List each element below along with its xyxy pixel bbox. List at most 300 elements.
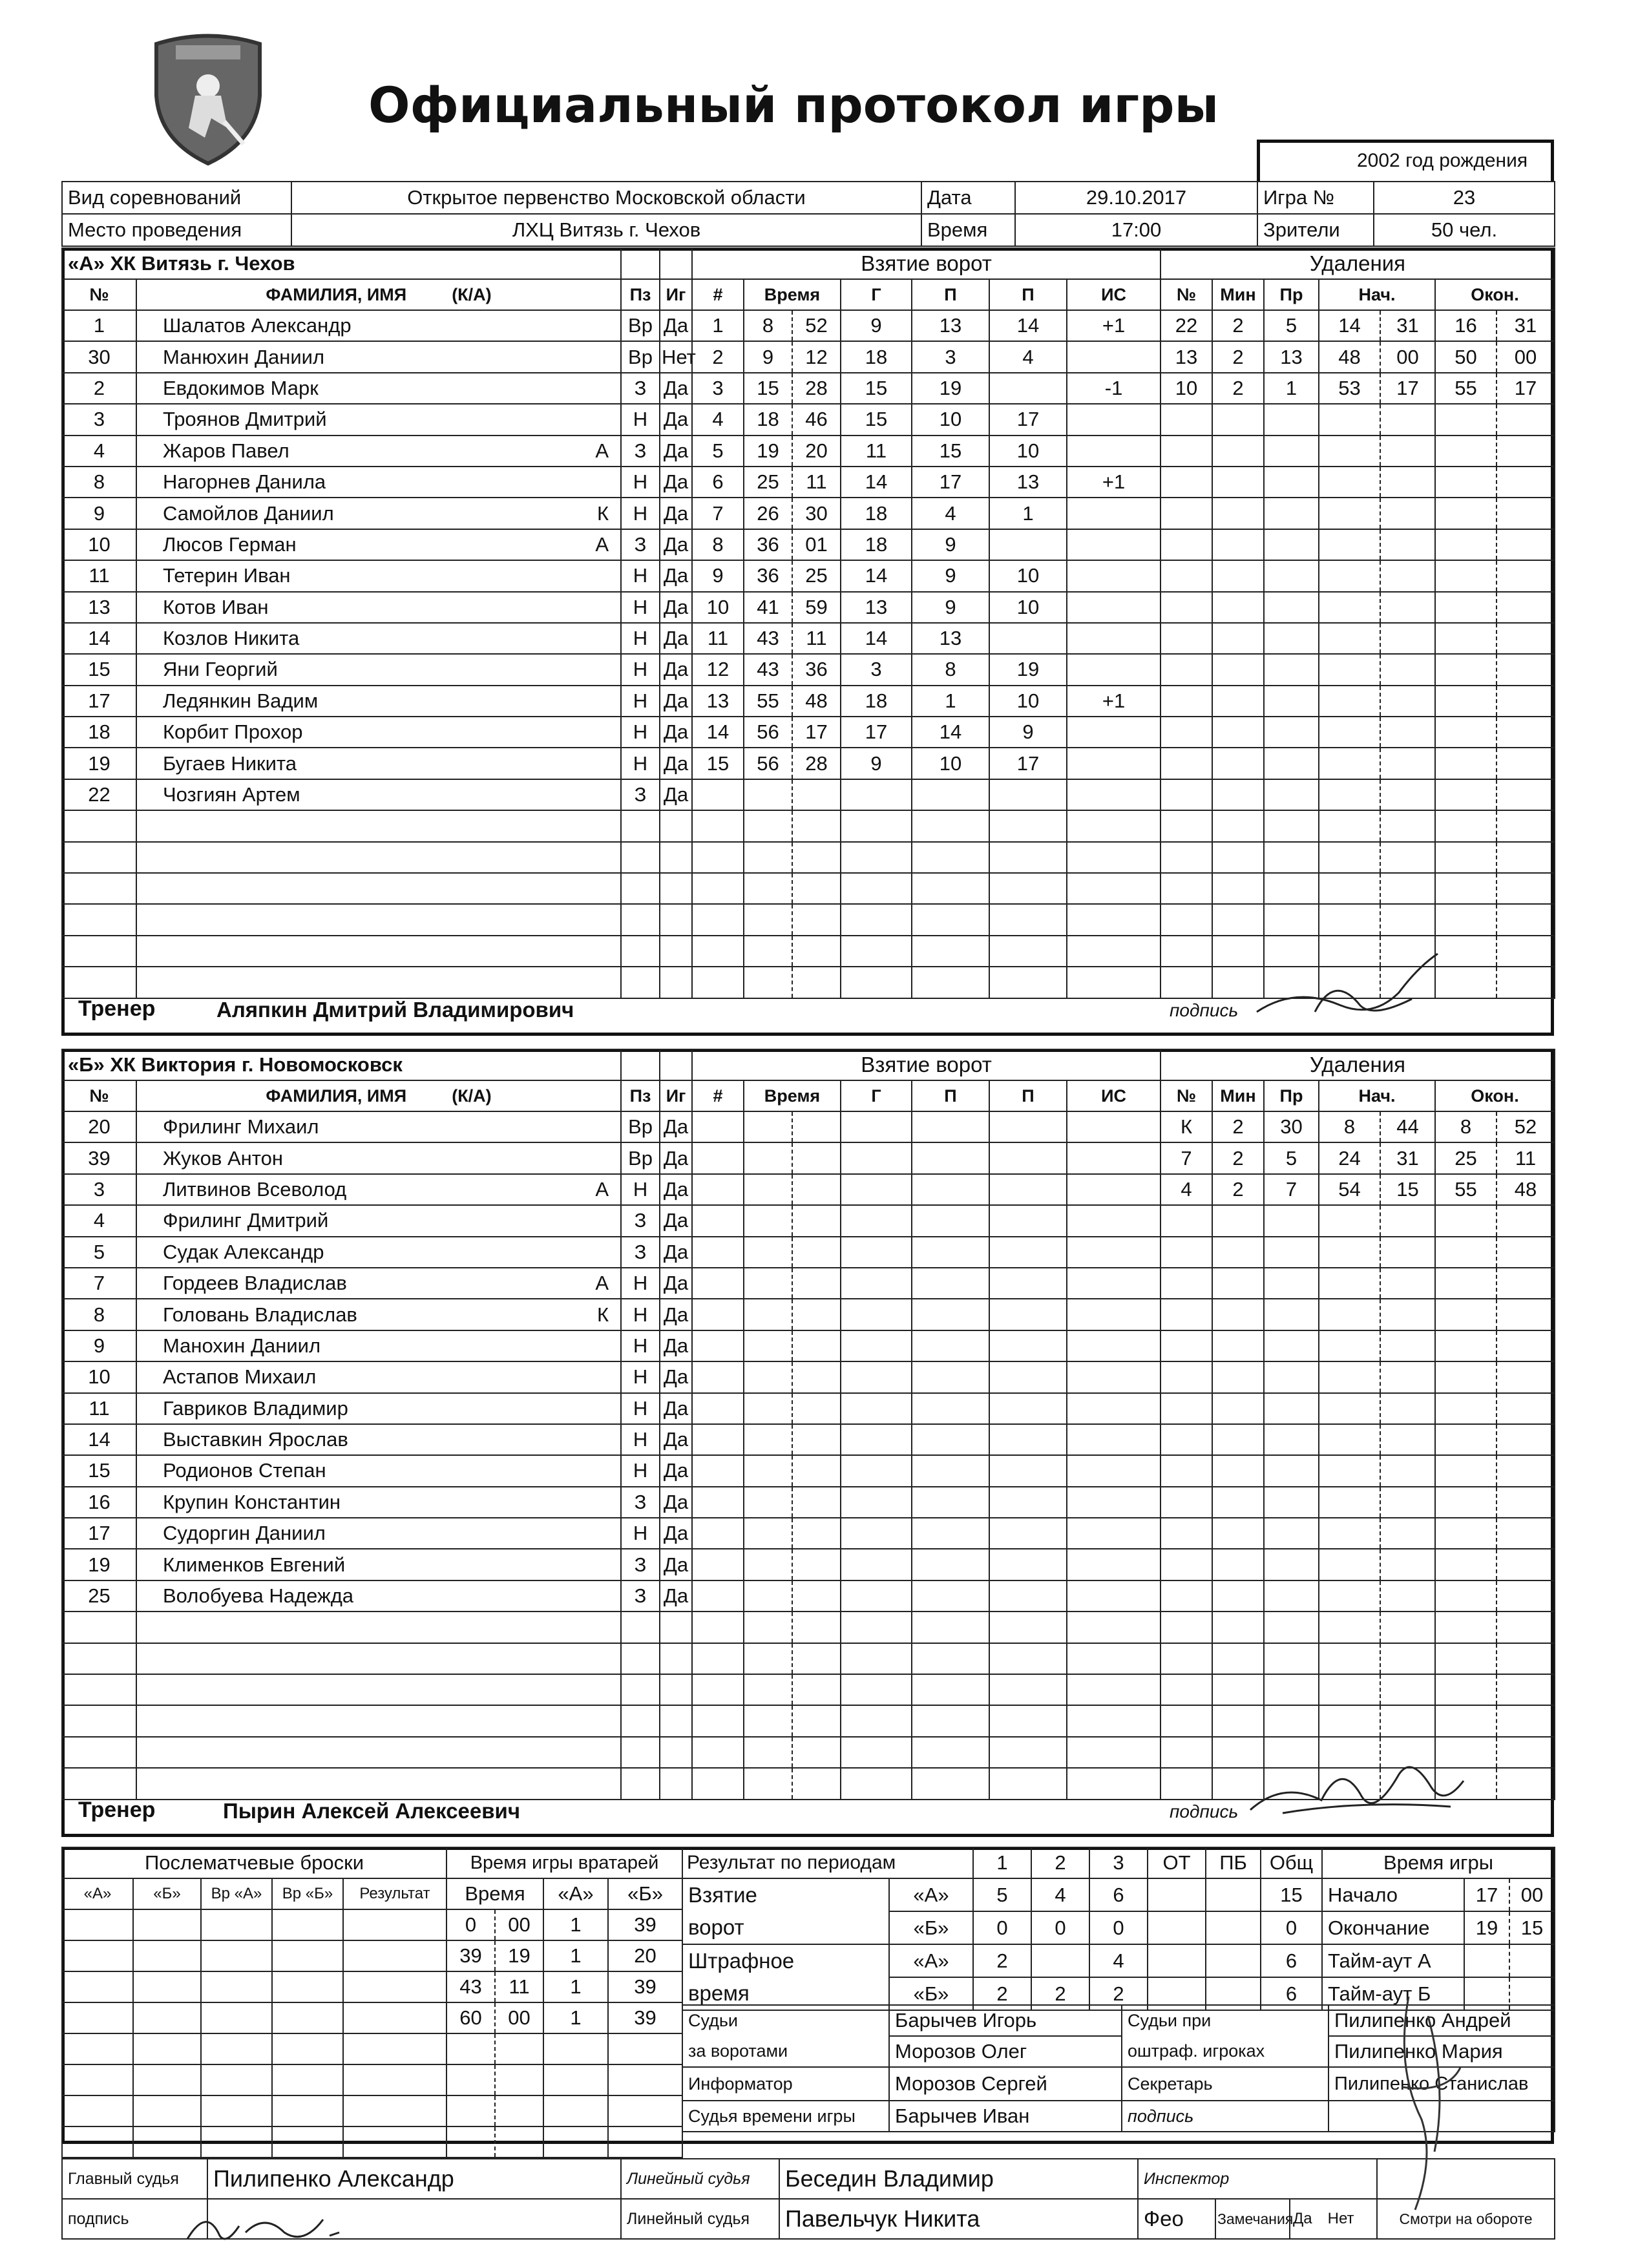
penalty-min: 2 bbox=[1212, 1174, 1264, 1205]
player-name: Жуков Антон bbox=[163, 1146, 284, 1170]
empty-cell bbox=[621, 1612, 660, 1643]
empty-cell bbox=[1161, 779, 1212, 810]
empty-cell bbox=[1497, 1237, 1555, 1268]
empty-cell bbox=[136, 904, 621, 935]
timekeeper-signature-label: подпись bbox=[1122, 2101, 1329, 2132]
shootout-row bbox=[62, 2033, 446, 2064]
period-row bbox=[682, 1944, 1322, 1977]
empty-cell bbox=[1497, 1330, 1555, 1361]
empty-cell bbox=[495, 2064, 543, 2095]
penalty-row bbox=[1161, 717, 1555, 748]
empty-cell bbox=[660, 1612, 692, 1643]
empty-cell bbox=[1380, 654, 1435, 685]
penalty-row bbox=[1161, 623, 1555, 654]
yes-label: Да bbox=[1293, 2210, 1312, 2227]
empty-cell bbox=[1435, 904, 1497, 935]
empty-cell bbox=[841, 842, 912, 873]
empty-cell bbox=[446, 2095, 495, 2126]
empty-cell bbox=[792, 810, 841, 841]
player-played: Да bbox=[660, 1580, 692, 1612]
penalty-pr: 13 bbox=[1264, 341, 1319, 372]
team-title: «А» ХК Витязь г. Чехов bbox=[62, 248, 621, 279]
empty-cell bbox=[692, 1487, 744, 1518]
empty-cell bbox=[1435, 404, 1497, 435]
empty-cell bbox=[1161, 592, 1212, 623]
player-position: Н bbox=[621, 1393, 660, 1424]
empty-cell bbox=[1319, 560, 1380, 591]
gk-s: 11 bbox=[495, 1971, 543, 2002]
empty-cell bbox=[1319, 717, 1380, 748]
goalie-time-row bbox=[446, 1971, 682, 2002]
empty-cell bbox=[272, 2064, 343, 2095]
empty-cell bbox=[792, 1174, 841, 1205]
goal-p1: 9 bbox=[912, 560, 989, 591]
empty-cell bbox=[1464, 1944, 1509, 1977]
player-played: Да bbox=[660, 1330, 692, 1361]
empty-cell bbox=[660, 873, 692, 904]
empty-cell bbox=[1264, 654, 1319, 685]
penalty-row bbox=[1161, 1643, 1555, 1674]
start-label: Начало bbox=[1322, 1878, 1464, 1911]
empty-cell bbox=[1319, 686, 1380, 717]
player-row bbox=[62, 748, 692, 779]
empty-cell bbox=[1264, 404, 1319, 435]
goal-is bbox=[1067, 748, 1161, 779]
empty-cell bbox=[1497, 810, 1555, 841]
player-name-cell bbox=[136, 1174, 621, 1205]
empty-cell bbox=[912, 1111, 989, 1142]
venue-value: ЛХЦ Витязь г. Чехов bbox=[291, 214, 921, 246]
period-row-label: время bbox=[682, 1977, 889, 2010]
goal-g: 9 bbox=[841, 310, 912, 341]
empty-cell bbox=[912, 1580, 989, 1612]
player-position: Н bbox=[621, 1424, 660, 1455]
col-pen-min: Мин bbox=[1212, 279, 1264, 310]
col-played: Иг bbox=[660, 1080, 692, 1111]
goal-row bbox=[692, 1361, 1161, 1392]
player-played: Да bbox=[660, 779, 692, 810]
col-goal-time: Время bbox=[744, 279, 841, 310]
linesman-1-name: Беседин Владимир bbox=[779, 2159, 1138, 2199]
player-row bbox=[62, 1580, 692, 1612]
empty-cell bbox=[201, 2033, 272, 2064]
empty-cell bbox=[1380, 1393, 1435, 1424]
empty-cell bbox=[1497, 1205, 1555, 1236]
goal-row bbox=[692, 1299, 1161, 1330]
empty-cell bbox=[1435, 623, 1497, 654]
empty-cell bbox=[744, 842, 792, 873]
player-played: Да bbox=[660, 467, 692, 498]
gk-s: 00 bbox=[495, 1909, 543, 1940]
period-row-label: ворот bbox=[682, 1911, 889, 1944]
goals-section-title: Взятие ворот bbox=[692, 1049, 1161, 1080]
empty-cell bbox=[989, 1549, 1067, 1580]
empty-cell bbox=[1264, 717, 1319, 748]
period-value: 4 bbox=[1031, 1878, 1089, 1911]
empty-cell bbox=[692, 936, 744, 967]
empty-cell bbox=[1497, 936, 1555, 967]
gk-a: 1 bbox=[543, 1909, 608, 1940]
empty-cell bbox=[1067, 1330, 1161, 1361]
player-played: Да bbox=[660, 1361, 692, 1392]
empty-cell bbox=[692, 1674, 744, 1705]
player-name: Головань Владислав bbox=[163, 1303, 357, 1326]
empty-cell bbox=[1161, 1612, 1212, 1643]
goal-row bbox=[692, 436, 1161, 467]
empty-cell bbox=[1380, 498, 1435, 529]
penalty-row bbox=[1161, 1393, 1555, 1424]
goal-judge-2: Морозов Олег bbox=[889, 2036, 1122, 2067]
empty-cell bbox=[1212, 1674, 1264, 1705]
empty-cell bbox=[1319, 779, 1380, 810]
player-name: Манохин Даниил bbox=[163, 1334, 321, 1357]
empty-cell bbox=[1067, 1424, 1161, 1455]
empty-cell bbox=[989, 779, 1067, 810]
goal-is bbox=[1067, 560, 1161, 591]
goal-row bbox=[692, 1705, 1161, 1736]
goal-n: 13 bbox=[692, 686, 744, 717]
player-number: 19 bbox=[62, 748, 136, 779]
col-goal-number: # bbox=[692, 1080, 744, 1111]
empty-cell bbox=[1435, 1705, 1497, 1736]
competition-value: Открытое первенство Московской области bbox=[291, 182, 921, 214]
col-pen-number: № bbox=[1161, 279, 1212, 310]
player-name-cell bbox=[136, 1205, 621, 1236]
empty-cell bbox=[446, 2033, 495, 2064]
captain-mark: К bbox=[596, 501, 609, 525]
empty-cell bbox=[1264, 1393, 1319, 1424]
empty-cell bbox=[660, 810, 692, 841]
goal-p2: 10 bbox=[989, 686, 1067, 717]
player-name-cell bbox=[136, 748, 621, 779]
empty-cell bbox=[792, 1361, 841, 1392]
game-time-table bbox=[1321, 1847, 1555, 2011]
empty-cell bbox=[692, 1299, 744, 1330]
player-name-cell bbox=[136, 623, 621, 654]
penalty-n: 22 bbox=[1161, 310, 1212, 341]
goal-n: 14 bbox=[692, 717, 744, 748]
gk-s: 00 bbox=[495, 2002, 543, 2033]
empty-cell bbox=[1435, 1612, 1497, 1643]
goal-row bbox=[692, 1111, 1161, 1142]
empty-cell bbox=[1435, 1643, 1497, 1674]
player-position: Вр bbox=[621, 1142, 660, 1173]
empty-cell bbox=[1319, 1237, 1380, 1268]
empty-cell bbox=[1319, 1705, 1380, 1736]
player-played: Да bbox=[660, 1393, 692, 1424]
coach-name: Аляпкин Дмитрий Владимирович bbox=[216, 997, 574, 1022]
empty-cell bbox=[1212, 686, 1264, 717]
player-name: Козлов Никита bbox=[163, 627, 300, 650]
col-goal-number: # bbox=[692, 279, 744, 310]
empty-cell bbox=[912, 1142, 989, 1173]
empty-cell bbox=[343, 2126, 446, 2158]
empty-cell bbox=[1212, 1643, 1264, 1674]
player-name: Волобуева Надежда bbox=[163, 1584, 354, 1608]
empty-cell bbox=[1497, 1612, 1555, 1643]
empty-cell bbox=[1319, 529, 1380, 560]
empty-cell bbox=[1067, 1487, 1161, 1518]
empty-cell bbox=[792, 1268, 841, 1299]
empty-cell bbox=[133, 2126, 201, 2158]
linesman-label-2: Линейный судья bbox=[621, 2199, 779, 2239]
empty-cell bbox=[1264, 873, 1319, 904]
goal-p2: 10 bbox=[989, 592, 1067, 623]
goal-row bbox=[692, 310, 1161, 341]
goal-row bbox=[692, 779, 1161, 810]
start-hours: 17 bbox=[1464, 1878, 1509, 1911]
empty-cell bbox=[792, 1330, 841, 1361]
empty-cell bbox=[1497, 686, 1555, 717]
penalties-section-title: Удаления bbox=[1161, 248, 1555, 279]
empty-cell bbox=[989, 904, 1067, 935]
empty-cell bbox=[1212, 904, 1264, 935]
player-row bbox=[62, 1455, 692, 1486]
empty-cell bbox=[62, 904, 136, 935]
empty-cell bbox=[1497, 1361, 1555, 1392]
empty-cell bbox=[1319, 654, 1380, 685]
player-played: Да bbox=[660, 1237, 692, 1268]
goal-row bbox=[692, 936, 1161, 967]
penbox-judge-2: Пилипенко Мария bbox=[1329, 2036, 1555, 2067]
goal-is bbox=[1067, 404, 1161, 435]
goal-p2 bbox=[989, 623, 1067, 654]
empty-cell bbox=[133, 1940, 201, 1971]
player-name: Гавриков Владимир bbox=[163, 1396, 348, 1420]
empty-cell bbox=[1380, 467, 1435, 498]
shootout-row bbox=[62, 1940, 446, 1971]
player-played: Да bbox=[660, 310, 692, 341]
goal-m: 9 bbox=[744, 341, 792, 372]
empty-cell bbox=[841, 1487, 912, 1518]
goal-n: 7 bbox=[692, 498, 744, 529]
empty-cell bbox=[1212, 592, 1264, 623]
period-value: 6 bbox=[1261, 1977, 1322, 2010]
empty-cell bbox=[792, 873, 841, 904]
empty-cell bbox=[692, 1580, 744, 1612]
player-name-cell bbox=[136, 1393, 621, 1424]
coach-name: Пырин Алексей Алексеевич bbox=[223, 1798, 520, 1823]
empty-cell bbox=[912, 1643, 989, 1674]
goals-table-b bbox=[691, 1049, 1161, 1800]
penalty-es: 31 bbox=[1497, 310, 1555, 341]
col-ka-label: (К/А) bbox=[452, 1086, 492, 1106]
empty-cell bbox=[1435, 717, 1497, 748]
empty-cell bbox=[1161, 1237, 1212, 1268]
empty-cell bbox=[133, 2095, 201, 2126]
empty-cell bbox=[136, 1674, 621, 1705]
penalty-pr: 30 bbox=[1264, 1111, 1319, 1142]
empty-cell bbox=[1497, 1705, 1555, 1736]
end-hours: 19 bbox=[1464, 1911, 1509, 1944]
goal-row bbox=[692, 498, 1161, 529]
empty-cell bbox=[201, 1909, 272, 1940]
goal-p1: 3 bbox=[912, 341, 989, 372]
empty-cell bbox=[1161, 404, 1212, 435]
player-played: Да bbox=[660, 592, 692, 623]
empty-cell bbox=[1435, 1424, 1497, 1455]
empty-cell bbox=[1264, 498, 1319, 529]
empty-cell bbox=[1161, 436, 1212, 467]
empty-cell bbox=[1435, 1268, 1497, 1299]
empty-cell bbox=[1380, 1612, 1435, 1643]
goal-n: 1 bbox=[692, 310, 744, 341]
empty-cell bbox=[1212, 467, 1264, 498]
player-number: 10 bbox=[62, 1361, 136, 1392]
col-pen-end: Окон. bbox=[1435, 1080, 1555, 1111]
player-row bbox=[62, 1330, 692, 1361]
goal-g: 15 bbox=[841, 373, 912, 404]
player-name: Судак Александр bbox=[163, 1240, 324, 1263]
team-title: «Б» ХК Виктория г. Новомосковск bbox=[62, 1049, 621, 1080]
empty-cell bbox=[1319, 1268, 1380, 1299]
goal-row bbox=[692, 1549, 1161, 1580]
player-played: Да bbox=[660, 1424, 692, 1455]
empty-cell bbox=[1212, 842, 1264, 873]
goal-is: +1 bbox=[1067, 467, 1161, 498]
player-played: Да bbox=[660, 1268, 692, 1299]
player-row bbox=[62, 373, 692, 404]
empty-cell bbox=[1067, 1580, 1161, 1612]
empty-cell bbox=[1319, 1455, 1380, 1486]
goal-row bbox=[692, 592, 1161, 623]
empty-cell bbox=[841, 1518, 912, 1549]
goal-p2: 17 bbox=[989, 404, 1067, 435]
empty-cell bbox=[1067, 1237, 1161, 1268]
player-name-cell bbox=[136, 1580, 621, 1612]
penalty-row bbox=[1161, 1549, 1555, 1580]
player-played: Да bbox=[660, 623, 692, 654]
empty-cell bbox=[841, 1612, 912, 1643]
empty-cell bbox=[744, 779, 792, 810]
empty-cell bbox=[912, 1330, 989, 1361]
player-name: Чозгиян Артем bbox=[163, 783, 300, 806]
player-played: Да bbox=[660, 1487, 692, 1518]
empty-cell bbox=[1161, 1674, 1212, 1705]
player-row bbox=[62, 1549, 692, 1580]
empty-cell bbox=[1212, 873, 1264, 904]
empty-cell bbox=[1264, 467, 1319, 498]
goal-m: 26 bbox=[744, 498, 792, 529]
empty-cell bbox=[841, 1268, 912, 1299]
col-assist-1: П bbox=[912, 1080, 989, 1111]
empty-cell bbox=[1212, 436, 1264, 467]
goal-p1: 17 bbox=[912, 467, 989, 498]
empty-cell bbox=[1212, 1518, 1264, 1549]
empty-cell bbox=[841, 1361, 912, 1392]
empty-cell bbox=[1319, 1330, 1380, 1361]
empty-cell bbox=[1497, 717, 1555, 748]
goal-n: 3 bbox=[692, 373, 744, 404]
empty-cell bbox=[692, 1549, 744, 1580]
penalty-es: 11 bbox=[1497, 1142, 1555, 1173]
empty-cell bbox=[912, 1393, 989, 1424]
player-name-cell bbox=[136, 1549, 621, 1580]
goal-judge-1: Барычев Игорь bbox=[889, 2005, 1122, 2036]
empty-cell bbox=[989, 1393, 1067, 1424]
coach-row bbox=[61, 1794, 1554, 1831]
goal-row bbox=[692, 1205, 1161, 1236]
empty-cell bbox=[1509, 1944, 1555, 1977]
empty-cell bbox=[744, 936, 792, 967]
col-result: Результат bbox=[343, 1878, 446, 1909]
player-position: З bbox=[621, 1580, 660, 1612]
empty-cell bbox=[1264, 529, 1319, 560]
empty-cell bbox=[1264, 1361, 1319, 1392]
empty-cell bbox=[608, 2126, 682, 2158]
empty-cell bbox=[1264, 842, 1319, 873]
shootout-row bbox=[62, 1971, 446, 2002]
blank-cell bbox=[621, 248, 660, 279]
player-name-cell bbox=[136, 310, 621, 341]
penalty-row bbox=[1161, 779, 1555, 810]
goal-g: 18 bbox=[841, 341, 912, 372]
empty-cell bbox=[621, 1674, 660, 1705]
empty-cell bbox=[1380, 1361, 1435, 1392]
informer-label: Информатор bbox=[682, 2067, 889, 2101]
empty-cell bbox=[792, 1237, 841, 1268]
player-number: 19 bbox=[62, 1549, 136, 1580]
empty-cell bbox=[136, 936, 621, 967]
league-logo bbox=[150, 31, 266, 167]
penalty-em: 16 bbox=[1435, 310, 1497, 341]
empty-cell bbox=[744, 1518, 792, 1549]
empty-cell bbox=[1067, 1705, 1161, 1736]
empty-cell bbox=[1264, 1705, 1319, 1736]
goal-p1: 13 bbox=[912, 623, 989, 654]
empty-cell bbox=[744, 1330, 792, 1361]
col-ka-label: (К/А) bbox=[452, 284, 492, 304]
empty-cell bbox=[133, 2002, 201, 2033]
empty-cell bbox=[1435, 1455, 1497, 1486]
period-value: 2 bbox=[1031, 1977, 1089, 2010]
empty-cell bbox=[446, 2064, 495, 2095]
goal-row bbox=[692, 1455, 1161, 1486]
period-row-label: Штрафное bbox=[682, 1944, 889, 1977]
empty-cell bbox=[62, 1612, 136, 1643]
player-row bbox=[62, 936, 692, 967]
empty-cell bbox=[744, 1424, 792, 1455]
empty-cell bbox=[792, 1737, 841, 1768]
empty-cell bbox=[912, 1737, 989, 1768]
empty-cell bbox=[1264, 560, 1319, 591]
coach-row bbox=[61, 992, 1554, 1029]
empty-cell bbox=[841, 1205, 912, 1236]
col-strength: ИС bbox=[1067, 1080, 1161, 1111]
empty-cell bbox=[1497, 1487, 1555, 1518]
goal-s: 12 bbox=[792, 341, 841, 372]
empty-cell bbox=[272, 2095, 343, 2126]
player-number: 4 bbox=[62, 436, 136, 467]
goal-g: 3 bbox=[841, 654, 912, 685]
empty-cell bbox=[62, 810, 136, 841]
referee-signature-label: подпись bbox=[62, 2199, 207, 2239]
goal-p1: 1 bbox=[912, 686, 989, 717]
penalty-ss: 31 bbox=[1380, 310, 1435, 341]
empty-cell bbox=[1380, 686, 1435, 717]
penalty-min: 2 bbox=[1212, 1142, 1264, 1173]
empty-cell bbox=[1067, 1518, 1161, 1549]
empty-cell bbox=[692, 1268, 744, 1299]
empty-cell bbox=[1435, 436, 1497, 467]
player-row bbox=[62, 1737, 692, 1768]
empty-cell bbox=[1161, 1424, 1212, 1455]
gk-b: 39 bbox=[608, 2002, 682, 2033]
end-minutes: 15 bbox=[1509, 1911, 1555, 1944]
gk-a: 1 bbox=[543, 2002, 608, 2033]
penalty-row bbox=[1161, 1205, 1555, 1236]
empty-cell bbox=[989, 1361, 1067, 1392]
